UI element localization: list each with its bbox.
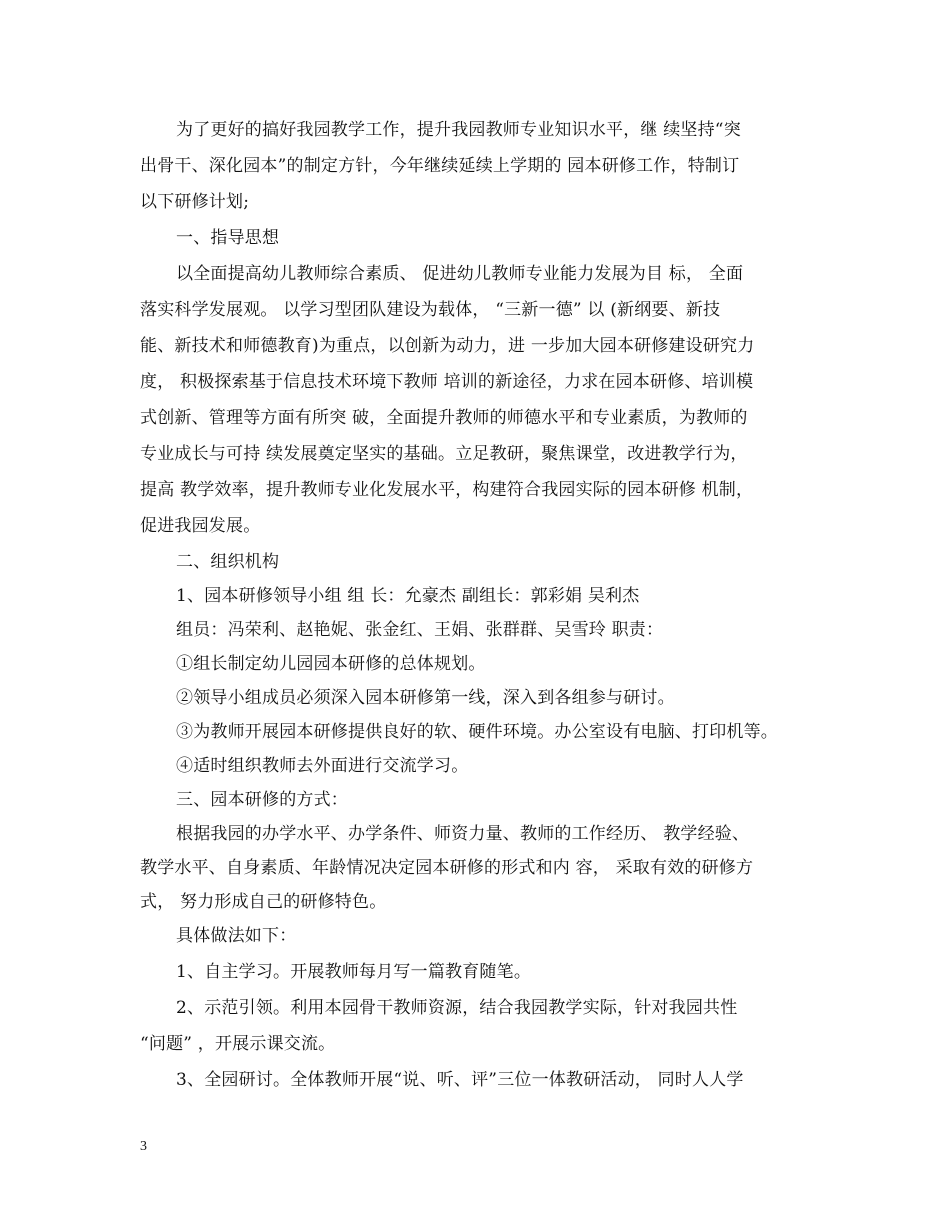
paragraph-line: 以全面提高幼儿教师综合素质、 促进幼儿教师专业能力发展为目 标， 全面 <box>176 264 744 284</box>
list-item: ④适时组织教师去外面进行交流学习。 <box>176 756 469 776</box>
list-item: ②领导小组成员必须深入园本研修第一线，深入到各组参与研讨。 <box>176 688 675 708</box>
paragraph-line: 教学水平、自身素质、年龄情况决定园本研修的形式和内 容， 采取有效的研修方 <box>140 858 754 878</box>
paragraph-line: 度， 积极探索基于信息技术环境下教师 培训的新途径，力求在园本研修、培训模 <box>140 372 754 392</box>
paragraph-line: 能、新技术和师德教育)为重点，以创新为动力，进 一步加大园本研修建设研究力 <box>140 336 755 356</box>
list-item: 1、自主学习。开展教师每月写一篇教育随笔。 <box>176 962 532 982</box>
paragraph-line: 以下研修计划; <box>140 192 250 212</box>
list-item: 3、全园研讨。全体教师开展“说、听、评”三位一体教研活动， 同时人人学 <box>176 1070 744 1090</box>
section-heading: 二、组织机构 <box>176 552 280 572</box>
list-item: 2、示范引领。利用本园骨干教师资源，结合我园教学实际，针对我园共性 <box>176 998 738 1018</box>
section-heading: 一、指导思想 <box>176 228 280 248</box>
list-item: ①组长制定幼儿园园本研修的总体规划。 <box>176 654 486 674</box>
paragraph-line: 1、园本研修领导小组 组 长：允豪杰 副组长：郭彩娟 吴利杰 <box>176 586 640 606</box>
paragraph-line: 提高 教学效率，提升教师专业化发展水平，构建符合我园实际的园本研修 机制， <box>140 480 754 500</box>
section-heading: 三、园本研修的方式： <box>176 790 348 810</box>
paragraph-line: 为了更好的搞好我园教学工作，提升我园教师专业知识水平，继 续坚持“突 <box>176 120 741 140</box>
paragraph-line: 根据我园的办学水平、办学条件、师资力量、教师的工作经历、 教学经验、 <box>176 824 750 844</box>
paragraph-line: 式创新、管理等方面有所突 破，全面提升教师的师德水平和专业素质，为教师的 <box>140 408 748 428</box>
page-number: 3 <box>140 1139 147 1154</box>
paragraph-line: 具体做法如下： <box>176 926 297 946</box>
paragraph-line: 专业成长与可持 续发展奠定坚实的基础。立足教研，聚焦课堂，改进教学行为， <box>140 444 748 464</box>
paragraph-line: 式， 努力形成自己的研修特色。 <box>140 892 387 912</box>
paragraph-line: 落实科学发展观。 以学习型团队建设为载体， “三新一德” 以 (新纲要、新技 <box>140 300 721 320</box>
paragraph-line: 出骨干、深化园本”的制定方针，今年继续延续上学期的 园本研修工作，特制订 <box>140 156 740 176</box>
paragraph-line: “问题” ，开展示课交流。 <box>140 1034 336 1054</box>
paragraph-line: 促进我园发展。 <box>140 516 261 536</box>
list-item: ③为教师开展园本研修提供良好的软、硬件环境。办公室设有电脑、打印机等。 <box>176 722 778 742</box>
paragraph-line: 组员：冯荣利、赵艳妮、张金红、王娟、张群群、吴雪玲 职责： <box>176 620 664 640</box>
